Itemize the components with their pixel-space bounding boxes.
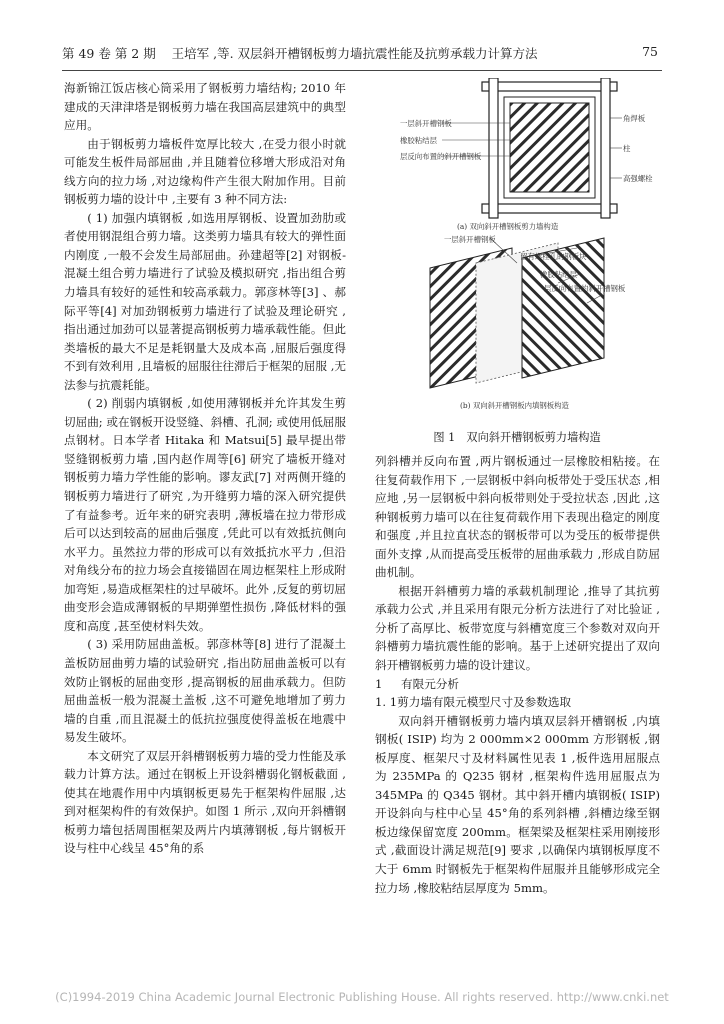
paragraph: ( 2) 削弱内填钢板 ,如使用薄钢板并允许其发生剪切屈曲; 或在钢板开设竖缝、斜槽、孔洞; 或使用低屈服点钢材。日本学者 Hitaka 和 Matsui[5] 最早提出带竖缝钢板剪力墙 ,国内赵作周等[6] 研究了墙板开缝对钢板剪力墙力学性能的影响。谬友武[7] 对两侧开缝的钢板剪力墙进行了研究 ,为开缝剪力墙的深入研究提供了有益参考。近年来的研究表明 ,薄板墙在拉力带形成后可以达到较高的屈曲后强度 ,凭此可以有效抵抗侧向水平力。虽然拉力带的形成可以有效抵抗水平力 ,但沿对角线分布的拉力场会直接锚固在周边框架柱上形成附加弯矩 ,易造成框架柱的过早破坏。此外 ,反复的剪切屈曲变形会造成薄钢板的早期弹塑性损伤 ,降低材料的强度和高度 ,甚至使材料失效。 <box>64 396 346 633</box>
section-number: 1 <box>375 676 383 691</box>
subsection-number: 1. 1 <box>375 695 398 710</box>
header-title: 双层斜开槽钢板剪力墙抗震性能及抗剪承载力计算方法 <box>237 46 538 61</box>
section-heading <box>375 675 660 694</box>
journal-issue: 第 49 卷 第 2 期 <box>62 46 156 61</box>
label-layer-bottom: 层反向布置的斜开槽钢板 <box>400 152 482 161</box>
label-gusset: 角焊板 <box>623 114 646 123</box>
right-column <box>375 452 660 897</box>
copyright-footer: (C)1994-2019 China Academic Journal Electronic Publishing House. All rights reserved. http://www.cnki.net <box>55 990 669 1004</box>
paragraph: 海新锦江饭店核心筒采用了钢板剪力墙结构; 2010 年建成的天津津塔是钢板剪力墙在我国高层建筑中的典型应用。 <box>64 81 346 133</box>
paragraph: ( 1) 加强内填钢板 ,如选用厚钢板、设置加劲肋或者使用钢混组合剪力墙。这类剪力墙具有较大的弹性面内刚度 ,一般不会发生局部屈曲。孙建超等[2] 对钢板-混凝土组合剪力墙进行了试验及模拟研究 ,指出组合剪力墙具有较好的延性和较高承载力。郭彦林等[3] 、郝际平等[4] 对加劲钢板剪力墙进行了试验及理论研究 ,指出通过加劲可以显著提高钢板剪力墙承载性能。但此类墙板的最大不足是耗钢量大及成本高 ,屈服后强度得不到有效利用 ,且墙板的屈服往往滞后于框架的屈服 ,无法参与抗震耗能。 <box>64 210 346 392</box>
paragraph: 根据开斜槽剪力墙的承载机制理论 ,推导了其抗剪承载力公式 ,并且采用有限元分析方法进行了对比验证 ,分析了高厚比、板带宽度与斜槽宽度三个参数对双向开斜槽剪力墙抗震性能的影响。基于上述研究提出了双向斜开槽钢板剪力墙的设计建议。 <box>375 583 660 673</box>
figure-caption: 图 1 双向斜开槽钢板剪力墙构造 <box>433 431 601 444</box>
paragraph: ( 3) 采用防屈曲盖板。郭彦林等[8] 进行了混凝土盖板防屈曲剪力墙的试验研究 ,指出防屈曲盖板可以有效防止钢板的屈曲变形 ,提高钢板的屈曲承载力。但防屈曲盖板一般为混凝土盖板 ,这不可避免地增加了剪力墙的自重 ,而且混凝土的低抗拉强度使得盖板在地震中易发生破坏。 <box>64 637 346 745</box>
label-bolt: 高强螺栓 <box>623 174 653 183</box>
label-b-layer2: 层反向布置的斜开槽钢板 <box>544 284 626 293</box>
label-layer-top: 一层斜开槽钢板 <box>400 119 452 128</box>
section-title: 有限元分析 <box>401 676 459 691</box>
paragraph: 双向斜开槽钢板剪力墙内填双层斜开槽钢板 ,内填钢板( ISIP) 均为 2 000mm×2 000mm 方形钢板 ,钢板厚度、框架尺寸及材料属性见表 1 ,板件选用屈服点为 235MPa 的 Q235 钢材 ,框架构件选用屈服点为 345MPa 的 Q345 钢材。其中斜开槽内填钢板( ISIP) 开设斜向与柱中心呈 45°角的系列斜槽 ,斜槽边缘至钢板边缘保留宽度 200mm。框架梁及框架柱采用刚接形式 ,截面设计满足规范[9] 要求 ,以确保内填钢板厚度不大于 6mm 时钢板先于框架构件屈服并且能够形成完全拉力场 ,橡胶粘结层厚度为 5mm。 <box>375 713 660 895</box>
label-b-rubber: 橡胶粘结层 <box>540 270 577 279</box>
header-rule <box>62 70 662 71</box>
subsection-heading <box>375 693 660 712</box>
paragraph: 本文研究了双层开斜槽钢板剪力墙的受力性能及承载力计算方法。通过在钢板上开设斜槽弱化钢板截面 ,使其在地震作用中内填钢板更易先于框架构件屈服 ,达到对框架构件的有效保护。如图 1 所示 ,双向开斜槽钢板剪力墙包括周围框架及两片内填薄钢板 ,每片钢板开设与柱中心线呈 45°角的系 <box>64 748 346 856</box>
left-column <box>64 79 346 858</box>
label-b-layer1: 一层斜开槽钢板 <box>444 235 496 244</box>
subsection-title: 剪力墙有限元模型尺寸及参数选取 <box>397 695 572 710</box>
label-b-holes: 留有螺栓孔的钢板块 <box>520 252 587 261</box>
frame-elevation <box>442 78 622 218</box>
figure-1 <box>382 78 653 444</box>
subcaption-b: (b) 双向斜开槽钢板内填钢板构造 <box>460 401 569 410</box>
page-number: 75 <box>642 44 658 59</box>
label-column: 柱 <box>623 144 631 153</box>
figure-drawing <box>382 78 652 423</box>
subcaption-a: (a) 双向斜开槽钢板剪力墙构造 <box>457 222 559 231</box>
header-authors: 王培军 ,等. <box>171 46 234 61</box>
paragraph: 由于钢板剪力墙板件宽厚比较大 ,在受力很小时就可能发生板件局部屈曲 ,并且随着位移增大形成沿对角线方向的拉力场 ,对边缘构件产生很大附加作用。目前钢板剪力墙的设计中 ,主要有 3 种不同方法: <box>64 136 346 207</box>
running-header <box>62 44 662 64</box>
paragraph: 列斜槽并反向布置 ,两片钢板通过一层橡胶相粘接。在往复荷载作用下 ,一层钢板中斜向板带处于受压状态 ,相应地 ,另一层钢板中斜向板带则处于受拉状态 ,因此 ,这种钢板剪力墙可以在往复荷载作用下表现出稳定的刚度和强度 ,并且拉直状态的钢板带可以为受压的板带提供面外支撑 ,从而提高受压板带的屈曲承载力 ,形成自防屈曲机制。 <box>375 454 660 580</box>
label-rubber: 橡胶粘结层 <box>400 136 437 145</box>
